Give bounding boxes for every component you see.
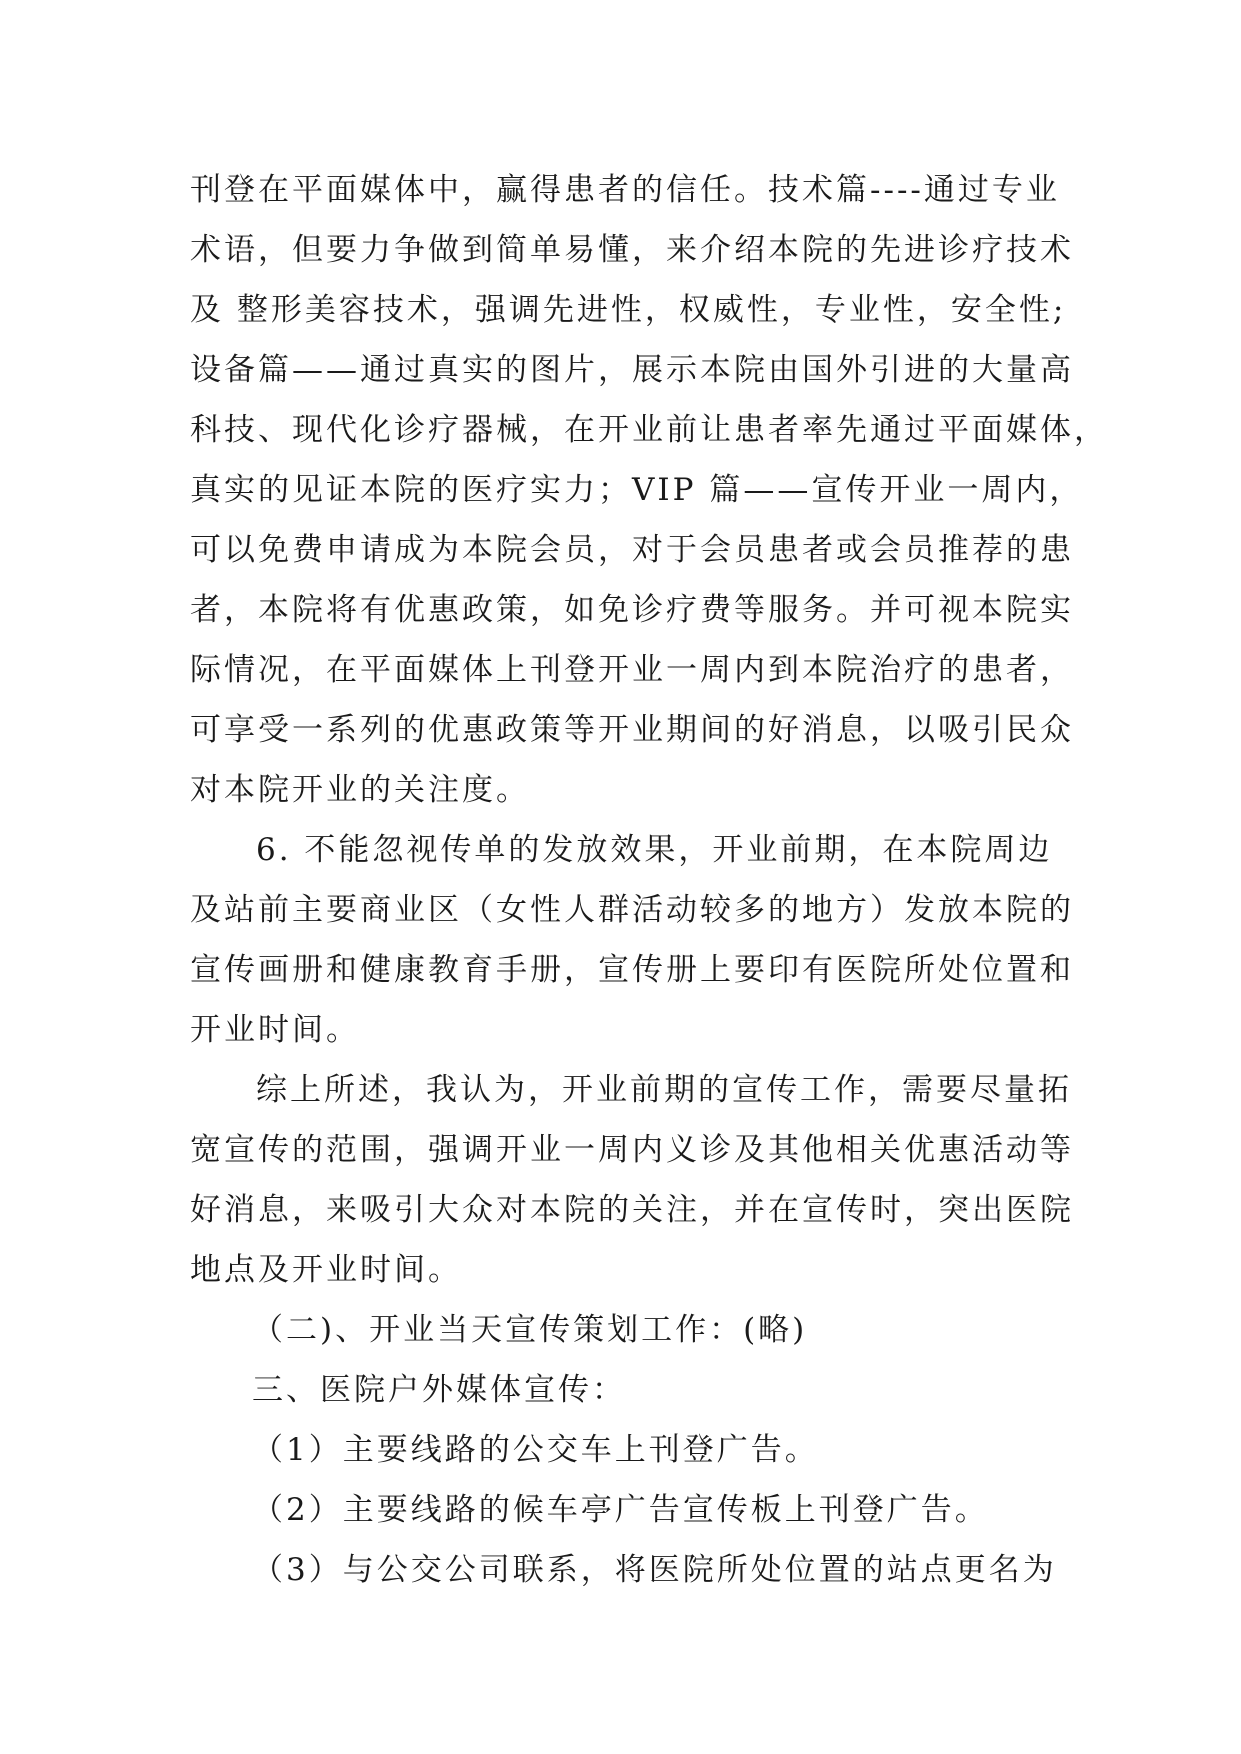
text-line: 可享受一系列的优惠政策等开业期间的好消息，以吸引民众 bbox=[190, 712, 1074, 748]
text-line: 好消息，来吸引大众对本院的关注，并在宣传时，突出医院 bbox=[190, 1192, 1074, 1228]
section-heading-outdoor-media: 三、医院户外媒体宣传： bbox=[252, 1372, 626, 1408]
section-heading-opening-day: （二)、开业当天宣传策划工作：(略) bbox=[252, 1312, 808, 1348]
text-line: 可以免费申请成为本院会员，对于会员患者或会员推荐的患 bbox=[190, 532, 1074, 568]
text-line: 宽宣传的范围，强调开业一周内义诊及其他相关优惠活动等 bbox=[190, 1132, 1074, 1168]
text-line: 及站前主要商业区（女性人群活动较多的地方）发放本院的 bbox=[190, 892, 1074, 928]
text-line: 对本院开业的关注度。 bbox=[190, 772, 530, 808]
body-text bbox=[190, 160, 1108, 1600]
paragraph-start-summary: 综上所述，我认为，开业前期的宣传工作，需要尽量拓 bbox=[256, 1072, 1072, 1108]
text-line: 者，本院将有优惠政策，如免诊疗费等服务。并可视本院实 bbox=[190, 592, 1074, 628]
text-line: 及 整形美容技术，强调先进性，权威性，专业性，安全性; bbox=[190, 292, 1067, 328]
text-line: 刊登在平面媒体中，赢得患者的信任。技术篇----通过专业 bbox=[190, 172, 1060, 208]
text-line: 设备篇——通过真实的图片，展示本院由国外引进的大量高 bbox=[190, 352, 1074, 388]
text-line: 宣传画册和健康教育手册，宣传册上要印有医院所处位置和 bbox=[190, 952, 1074, 988]
text-line: 科技、现代化诊疗器械，在开业前让患者率先通过平面媒体， bbox=[190, 412, 1108, 448]
list-item-2: （2）主要线路的候车亭广告宣传板上刊登广告。 bbox=[252, 1492, 989, 1528]
text-line: 地点及开业时间。 bbox=[190, 1252, 462, 1288]
text-line: 开业时间。 bbox=[190, 1012, 360, 1048]
text-line: 真实的见证本院的医疗实力；VIP 篇——宣传开业一周内， bbox=[190, 472, 1084, 508]
list-item-3: （3）与公交公司联系，将医院所处位置的站点更名为 bbox=[252, 1552, 1057, 1588]
text-line: 术语，但要力争做到简单易懂，来介绍本院的先进诊疗技术 bbox=[190, 232, 1074, 268]
list-item-1: （1）主要线路的公交车上刊登广告。 bbox=[252, 1432, 819, 1468]
paragraph-start-item-6: 6. 不能忽视传单的发放效果，开业前期，在本院周边 bbox=[256, 832, 1053, 868]
text-line: 际情况，在平面媒体上刊登开业一周内到本院治疗的患者， bbox=[190, 652, 1074, 688]
